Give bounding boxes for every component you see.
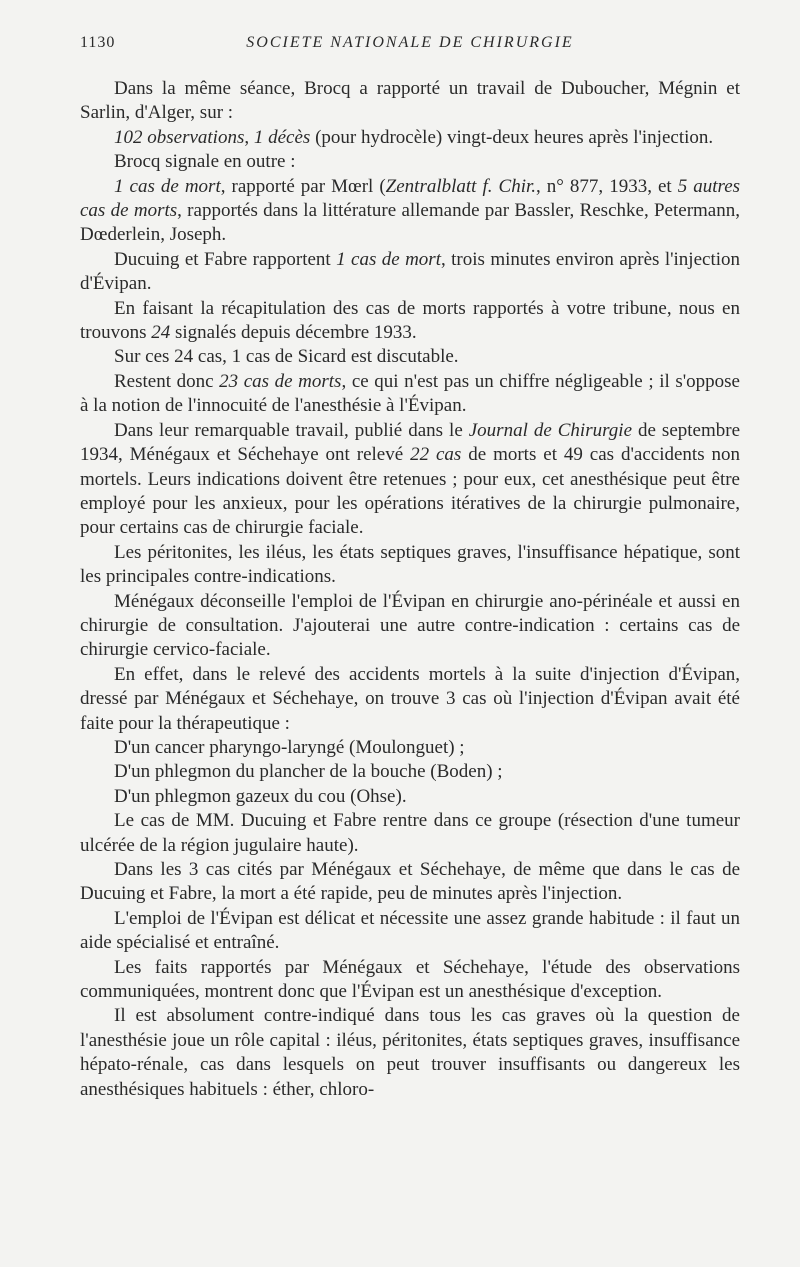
- paragraph: [80, 345, 740, 369]
- paragraph: [80, 858, 740, 907]
- text-run: Il est absolument contre-indiqué dans tous les cas graves où la question de l'anesthésie joue un rôle capital : iléus, péritonites, états septiques graves, insuffisance hépato-rénale, cas dans lesquels on peut trouver insuffisants ou dangereux les anesthésiques habituels : éther, chloro-: [80, 1005, 740, 1100]
- text-run: En faisant la récapitulation des cas de morts rapportés à votre tribune, nous en trouvons: [80, 297, 740, 344]
- paragraph: [80, 370, 740, 419]
- text-run: , rapporté par Mœrl (: [220, 175, 386, 197]
- body-text: [80, 77, 740, 1102]
- paragraph: [80, 297, 740, 346]
- text-run: D'un cancer pharyngo-laryngé (Moulonguet) ;: [114, 736, 465, 758]
- paragraph: [80, 541, 740, 590]
- text-run: Le cas de MM. Ducuing et Fabre rentre dans ce groupe (résection d'une tumeur ulcérée de la région jugulaire haute).: [80, 810, 740, 856]
- italic-text: 24: [151, 322, 171, 344]
- italic-text: Journal de Chirurgie: [468, 419, 633, 441]
- italic-text: 23 cas de morts: [219, 370, 342, 392]
- italic-text: 22 cas: [410, 444, 462, 466]
- paragraph: [80, 77, 740, 126]
- paragraph: [80, 126, 740, 150]
- text-run: Les faits rapportés par Ménégaux et Séchehaye, l'étude des observations communiquées, montrent donc que l'Évipan est un anesthésique d'exception.: [80, 956, 740, 1003]
- text-run: Ducuing et Fabre rapportent: [114, 248, 337, 270]
- italic-text: Zentralblatt f. Chir.: [385, 175, 537, 197]
- text-run: , n° 877, 1933, et: [536, 175, 678, 197]
- text-run: , rapportés dans la littérature allemande par Bassler, Reschke, Petermann, Dœderlein, Joseph.: [80, 200, 740, 246]
- text-run: Dans leur remarquable travail, publié dans le: [114, 419, 469, 441]
- text-run: L'emploi de l'Évipan est délicat et nécessite une assez grande habitude : il faut un aide spécialisé et entraîné.: [80, 907, 740, 954]
- paragraph: [80, 175, 740, 248]
- text-run: En effet, dans le relevé des accidents mortels à la suite d'injection d'Évipan, dressé par Ménégaux et Séchehaye, on trouve 3 cas où l'injection d'Évipan avait été faite pour la thérapeutique :: [80, 663, 740, 734]
- paragraph: [80, 809, 740, 858]
- text-run: Brocq signale en outre :: [114, 151, 296, 173]
- paragraph: [80, 736, 740, 760]
- page-number: 1130: [80, 34, 116, 51]
- text-run: signalés depuis décembre 1933.: [170, 322, 417, 344]
- text-run: D'un phlegmon gazeux du cou (Ohse).: [114, 785, 407, 807]
- text-run: , ce qui n'est pas un chiffre négligeable ; il s'oppose à la notion de l'innocuité de l'anesthésie à l'Évipan.: [80, 370, 740, 417]
- text-run: (pour hydrocèle) vingt-deux heures après l'injection.: [310, 126, 714, 148]
- text-run: Restent donc: [114, 370, 220, 392]
- running-title: SOCIETE NATIONALE DE CHIRURGIE: [246, 34, 574, 51]
- paragraph: [80, 785, 740, 809]
- text-run: Ménégaux déconseille l'emploi de l'Évipan en chirurgie ano-périnéale et aussi en chirurgie de consultation. J'ajouterai une autre contre-indication : certains cas de chirurgie cervico-faciale.: [80, 590, 740, 661]
- text-run: Dans les 3 cas cités par Ménégaux et Séchehaye, de même que dans le cas de Ducuing et Fabre, la mort a été rapide, peu de minutes après l'injection.: [80, 859, 740, 905]
- text-run: , trois minutes environ après l'injection d'Évipan.: [80, 248, 741, 295]
- text-run: Sur ces 24 cas, 1 cas de Sicard est discutable.: [114, 346, 459, 368]
- paragraph: [80, 907, 740, 956]
- text-run: Les péritonites, les iléus, les états septiques graves, l'insuffisance hépatique, sont les principales contre-indications.: [80, 541, 740, 588]
- italic-text: 1 cas de mort: [336, 248, 441, 270]
- paragraph: [80, 590, 740, 663]
- paragraph: [80, 419, 740, 541]
- paragraph: [80, 956, 740, 1005]
- text-run: Dans la même séance, Brocq a rapporté un travail de Duboucher, Mégnin et Sarlin, d'Alger, sur :: [80, 78, 740, 124]
- text-run: ,: [244, 126, 254, 148]
- italic-text: 1 décès: [253, 126, 311, 148]
- text-run: de septembre 1934, Ménégaux et Séchehaye ont relevé: [80, 419, 740, 466]
- italic-text: 102 observations: [114, 126, 245, 148]
- paragraph: [80, 248, 740, 297]
- running-header: [80, 34, 740, 58]
- italic-text: 5 autres cas de morts: [80, 175, 741, 222]
- text-run: de morts et 49 cas d'accidents non mortels. Leurs indications doivent être retenues ; pour eux, cet anesthésique peut être employé pour les anxieux, pour les opérations itératives de la chirurgie pulmonaire, pour certains cas de chirurgie faciale.: [80, 444, 741, 539]
- text-run: D'un phlegmon du plancher de la bouche (Boden) ;: [114, 761, 503, 783]
- paragraph: [80, 663, 740, 736]
- paragraph: [80, 1004, 740, 1102]
- paragraph: [80, 150, 740, 174]
- italic-text: 1 cas de mort: [114, 175, 221, 197]
- paragraph: [80, 760, 740, 784]
